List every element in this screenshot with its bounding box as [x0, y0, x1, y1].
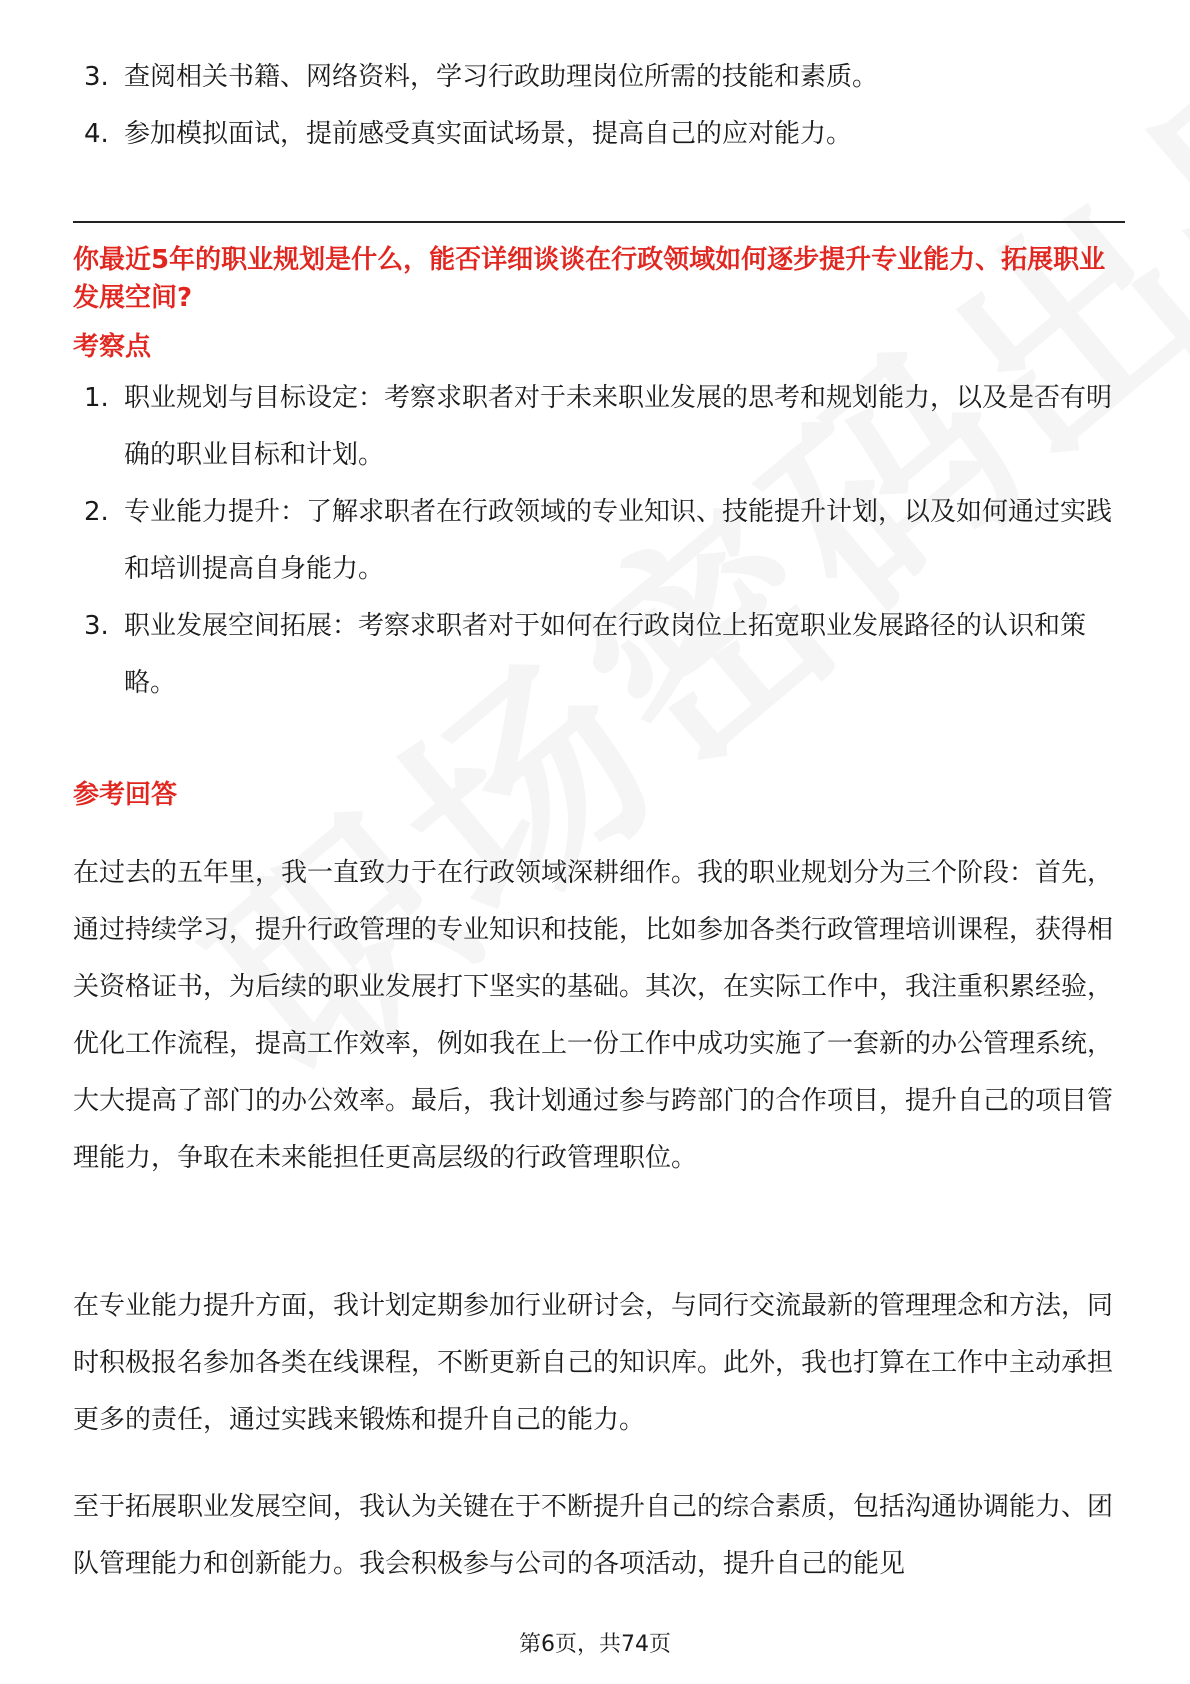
question-title: 你最近5年的职业规划是什么，能否详细谈谈在行政领域如何逐步提升专业能力、拓展职业发展空间? — [73, 245, 1106, 313]
list-item-text: 专业能力提升：了解求职者在行政领域的专业知识、技能提升计划，以及如何通过实践和培训提高自身能力。 — [124, 497, 1113, 584]
list-item-number: 4. — [84, 119, 109, 149]
section-heading-answer: 参考回答 — [73, 780, 178, 810]
top-list — [84, 49, 1124, 163]
list-item — [84, 484, 1124, 598]
answer-paragraph: 在专业能力提升方面，我计划定期参加行业研讨会，与同行交流最新的管理理念和方法，同时积极报名参加各类在线课程，不断更新自己的知识库。此外，我也打算在工作中主动承担更多的责任，通过实践来锻炼和提升自己的能力。 — [73, 1291, 1114, 1435]
list-item — [84, 49, 1124, 106]
section-divider — [73, 221, 1125, 223]
list-item-number: 3. — [84, 611, 109, 641]
list-item-number: 2. — [84, 497, 109, 527]
list-item-text: 参加模拟面试，提前感受真实面试场景，提高自己的应对能力。 — [124, 119, 853, 149]
list-item — [84, 370, 1124, 484]
list-item-text: 查阅相关书籍、网络资料，学习行政助理岗位所需的技能和素质。 — [124, 62, 879, 92]
list-item-text: 职业规划与目标设定：考察求职者对于未来职业发展的思考和规划能力，以及是否有明确的职业目标和计划。 — [124, 383, 1113, 470]
answer-paragraph: 至于拓展职业发展空间，我认为关键在于不断提升自己的综合素质，包括沟通协调能力、团队管理能力和创新能力。我会积极参与公司的各项活动，提升自己的能见 — [73, 1492, 1114, 1579]
points-list — [84, 370, 1124, 712]
list-item-text: 职业发展空间拓展：考察求职者对于如何在行政岗位上拓宽职业发展路径的认识和策略。 — [124, 611, 1087, 698]
answer-paragraph: 在过去的五年里，我一直致力于在行政领域深耕细作。我的职业规划分为三个阶段：首先，通过持续学习，提升行政管理的专业知识和技能，比如参加各类行政管理培训课程，获得相关资格证书，为后续的职业发展打下坚实的基础。其次，在实际工作中，我注重积累经验，优化工作流程，提高工作效率，例如我在上一份工作中成功实施了一套新的办公管理系统，大大提高了部门的办公效率。最后，我计划通过参与跨部门的合作项目，提升自己的项目管理能力，争取在未来能担任更高层级的行政管理职位。 — [73, 858, 1114, 1173]
list-item-number: 1. — [84, 383, 109, 413]
list-item — [84, 598, 1124, 712]
section-heading-points: 考察点 — [73, 332, 152, 362]
list-item-number: 3. — [84, 62, 109, 92]
page-number: 第6页，共74页 — [519, 1632, 671, 1657]
list-item — [84, 106, 1124, 163]
